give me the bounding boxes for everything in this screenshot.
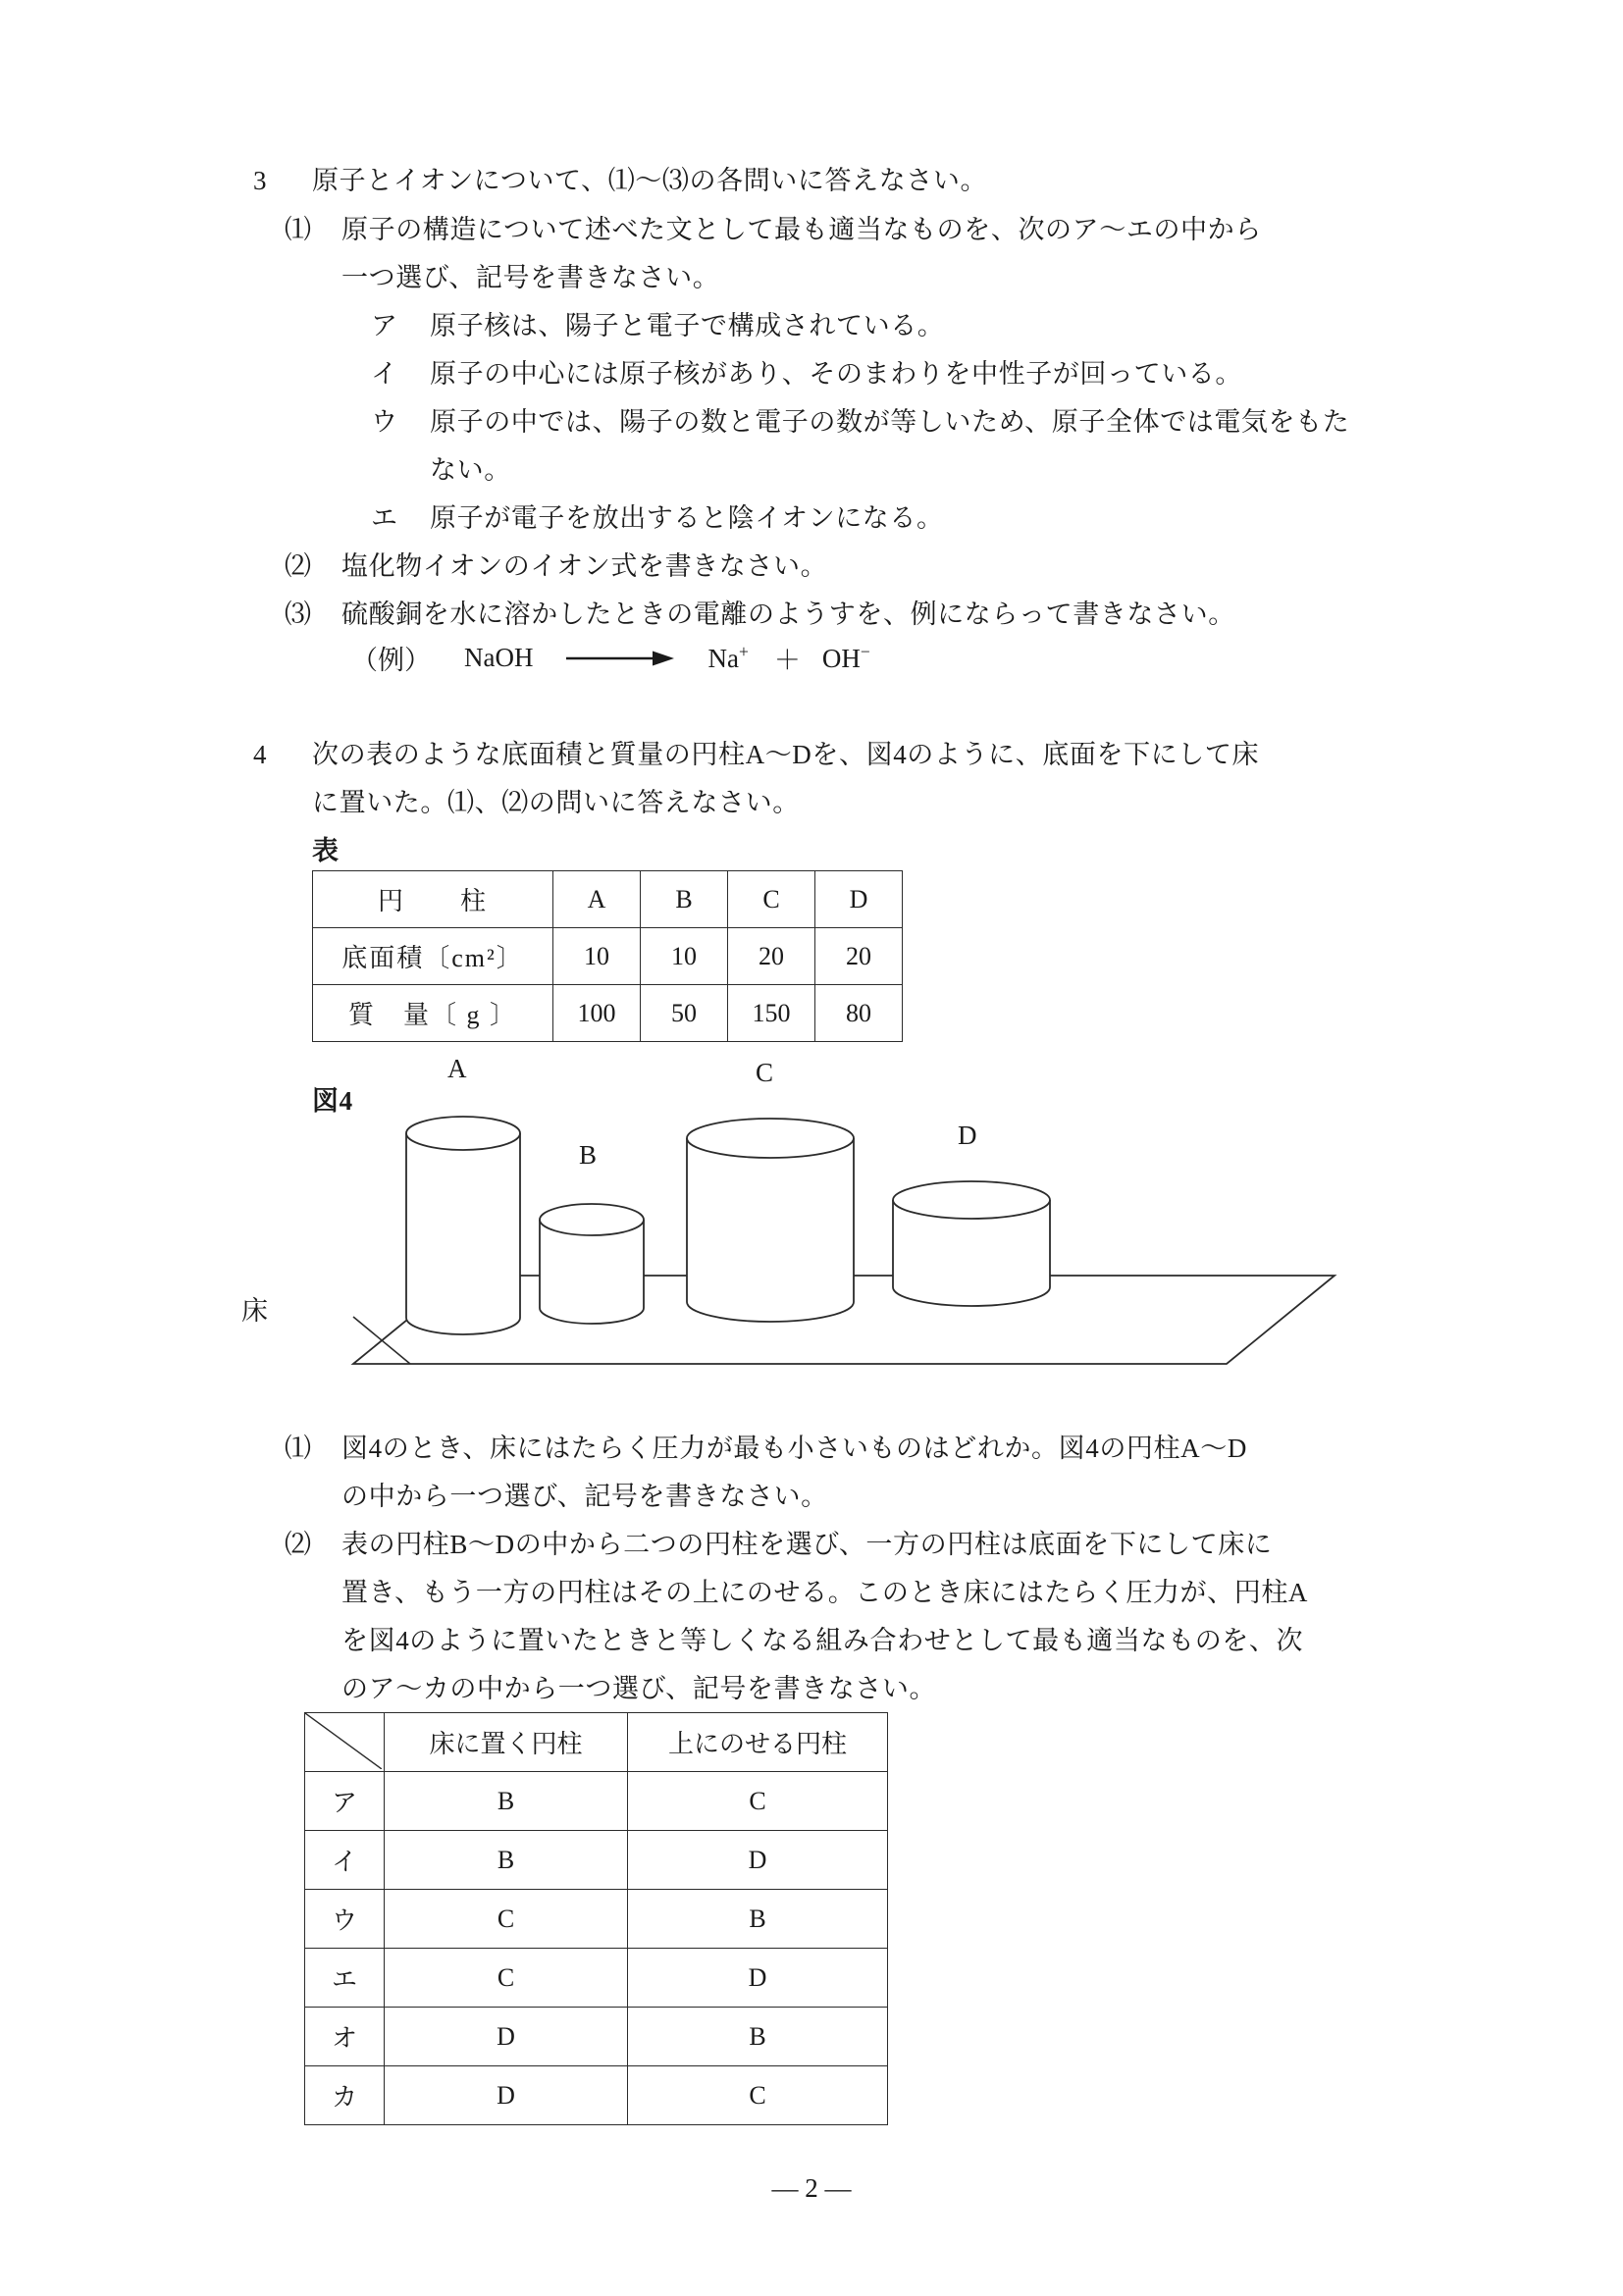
q4-line2: に置いた。⑴、⑵の問いに答えなさい。 (312, 788, 800, 817)
diagonal-line-icon (305, 1713, 382, 1769)
q3-item2-line1: 塩化物イオンのイオン式を書きなさい。 (341, 551, 828, 581)
header-floor-cylinder: 床に置く円柱 (385, 1713, 628, 1772)
cylinder-a-shape (406, 1117, 520, 1334)
example-product-1: Na+ (707, 642, 749, 673)
right-arrow-icon (566, 648, 676, 669)
q4-number: 4 (253, 740, 268, 769)
q3-choice-u-text: 原子の中では、陽子の数と電子の数が等しいため、原子全体では電気をもた (430, 407, 1350, 437)
q3-choice-u-mark: ウ (371, 407, 398, 437)
cell-cylinder-b: B (641, 871, 728, 928)
charge-plus: + (738, 642, 749, 661)
q3-example-equation (351, 639, 870, 677)
cylinder-d-shape (893, 1181, 1050, 1306)
choice-mark-e: エ (305, 1949, 385, 2008)
row-header-mass: 質 量〔 g 〕 (313, 985, 553, 1042)
q3-choice-e-mark: エ (371, 503, 398, 533)
q4-table-caption: 表 (312, 836, 340, 865)
page-number: — 2 — (771, 2173, 852, 2203)
choice-mark-i: イ (305, 1831, 385, 1890)
figure4-cylinders (241, 1054, 1374, 1393)
choice-i-top: D (628, 1831, 888, 1890)
row-header-cylinder: 円 柱 (313, 871, 553, 928)
choice-o-floor: D (385, 2008, 628, 2066)
cylinder-d-label: D (958, 1121, 977, 1150)
q3-item3-line1: 硫酸銅を水に溶かしたときの電離のようすを、例にならって書きなさい。 (341, 600, 1235, 629)
q3-item3-label: ⑶ (285, 600, 312, 629)
cell-cylinder-a: A (553, 871, 641, 928)
q4-item2-line4: のア～カの中から一つ選び、記号を書きなさい。 (341, 1674, 937, 1703)
table-row (305, 1831, 888, 1890)
answer-choice-table (304, 1712, 888, 2125)
choice-mark-ka: カ (305, 2066, 385, 2125)
q3-choice-a-text: 原子核は、陽子と電子で構成されている。 (430, 311, 945, 340)
choice-a-floor: B (385, 1772, 628, 1831)
choice-u-floor: C (385, 1890, 628, 1949)
cell-area-d: 20 (815, 928, 903, 985)
q3-item1-label: ⑴ (285, 215, 312, 244)
corner-diagonal-cell (305, 1713, 385, 1772)
choice-i-floor: B (385, 1831, 628, 1890)
q3-item1-line2: 一つ選び、記号を書きなさい。 (341, 263, 720, 292)
choice-e-floor: C (385, 1949, 628, 2008)
example-prefix: （例） (351, 646, 431, 675)
q3-item1-line1: 原子の構造について述べた文として最も適当なものを、次のア～エの中から (341, 215, 1262, 244)
q3-item2-label: ⑵ (285, 551, 312, 581)
cell-area-a: 10 (553, 928, 641, 985)
q3-choice-u-cont: ない。 (430, 455, 511, 485)
cylinder-a-label: A (447, 1054, 467, 1083)
table-row (305, 1772, 888, 1831)
row-header-area: 底面積〔cm²〕 (313, 928, 553, 985)
cell-mass-c: 150 (728, 985, 815, 1042)
q4-item2-line2: 置き、もう一方の円柱はその上にのせる。このとき床にはたらく圧力が、円柱A (341, 1578, 1309, 1607)
cell-mass-b: 50 (641, 985, 728, 1042)
example-product-2: OH− (821, 642, 870, 673)
choice-ka-floor: D (385, 2066, 628, 2125)
choice-e-top: D (628, 1949, 888, 2008)
q3-choice-i-text: 原子の中心には原子核があり、そのまわりを中性子が回っている。 (430, 359, 1242, 389)
cylinder-c-shape (687, 1119, 854, 1322)
table-row (305, 1713, 888, 1772)
cell-cylinder-d: D (815, 871, 903, 928)
q4-item1-line2: の中から一つ選び、記号を書きなさい。 (341, 1482, 828, 1511)
table-row (305, 1890, 888, 1949)
choice-ka-top: C (628, 2066, 888, 2125)
choice-mark-o: オ (305, 2008, 385, 2066)
table-row (305, 1949, 888, 2008)
cell-cylinder-c: C (728, 871, 815, 928)
example-plus-sign: ＋ (773, 646, 801, 675)
q4-item2-line1: 表の円柱B～Dの中から二つの円柱を選び、一方の円柱は底面を下にして床に (341, 1530, 1273, 1559)
q4-item2-label: ⑵ (285, 1530, 312, 1559)
q3-choice-a-mark: ア (371, 311, 398, 340)
q3-choice-i-mark: イ (371, 359, 398, 389)
cylinder-c-label: C (756, 1058, 774, 1087)
table-row (313, 985, 903, 1042)
charge-minus: − (860, 642, 870, 661)
choice-o-top: B (628, 2008, 888, 2066)
choice-a-top: C (628, 1772, 888, 1831)
example-reactant: NaOH (464, 643, 534, 672)
cylinder-b-label: B (579, 1140, 598, 1170)
q4-item1-line1: 図4のとき、床にはたらく圧力が最も小さいものはどれか。図4の円柱A～D (341, 1434, 1247, 1463)
cell-mass-a: 100 (553, 985, 641, 1042)
table-row (313, 871, 903, 928)
q4-line1: 次の表のような底面積と質量の円柱A～Dを、図4のように、底面を下にして床 (312, 740, 1260, 769)
choice-u-top: B (628, 1890, 888, 1949)
table-row (305, 2008, 888, 2066)
choice-mark-u: ウ (305, 1890, 385, 1949)
header-top-cylinder: 上にのせる円柱 (628, 1713, 888, 1772)
q4-item1-label: ⑴ (285, 1434, 312, 1463)
cell-area-c: 20 (728, 928, 815, 985)
figure4-caption: 図4 (312, 1086, 353, 1116)
q3-choice-e-text: 原子が電子を放出すると陰イオンになる。 (430, 503, 944, 533)
cell-area-b: 10 (641, 928, 728, 985)
q3-stem: 原子とイオンについて、⑴～⑶の各問いに答えなさい。 (312, 166, 988, 195)
q3-number: 3 (253, 166, 268, 195)
table-row (305, 2066, 888, 2125)
cylinder-data-table (312, 870, 903, 1042)
cylinder-b-shape (540, 1204, 644, 1324)
floor-label: 床 (241, 1296, 268, 1326)
table-row (313, 928, 903, 985)
cell-mass-d: 80 (815, 985, 903, 1042)
choice-mark-a: ア (305, 1772, 385, 1831)
q4-item2-line3: を図4のように置いたときと等しくなる組み合わせとして最も適当なものを、次 (341, 1626, 1304, 1655)
